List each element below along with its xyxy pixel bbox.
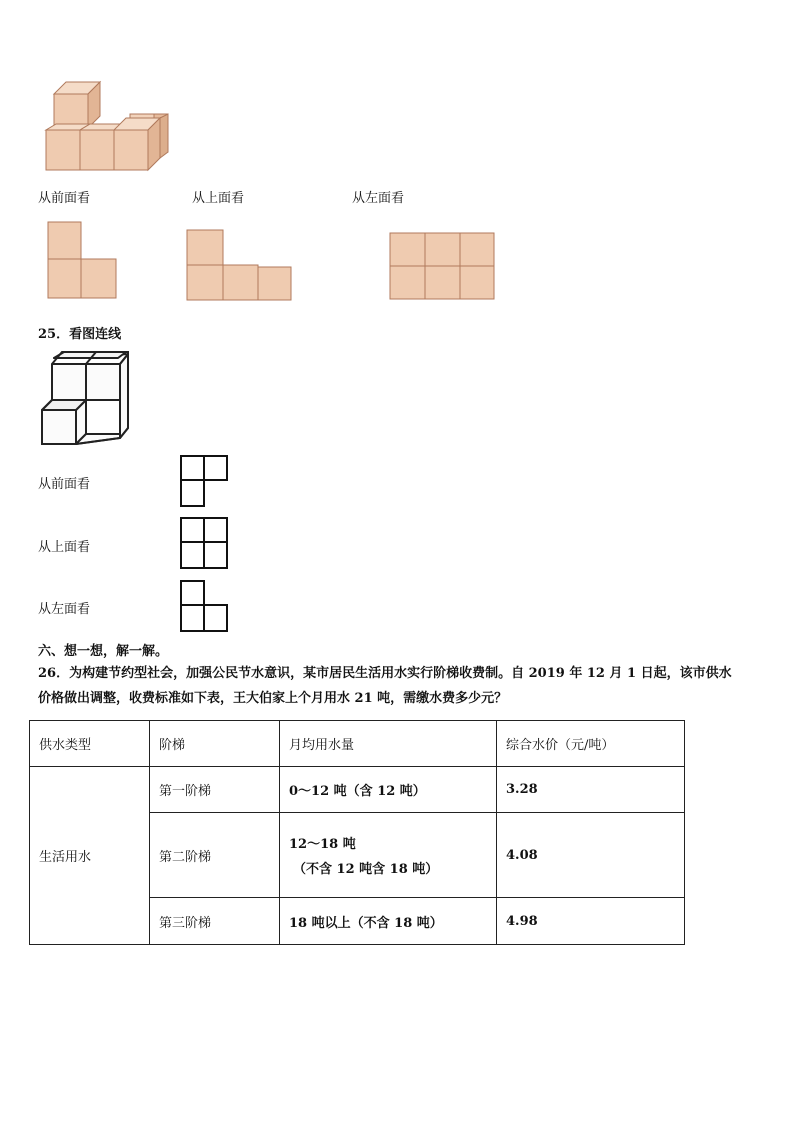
category-cell: 生活用水 [30,767,150,945]
range-line-2: （不含 12 吨含 18 吨） [293,862,439,877]
q25-top-view-label: 从上面看 [38,540,91,555]
q26-question-line-2: 价格做出调整，收费标准如下表，王大伯家上个月用水 21 吨，需缴水费多少元？ [38,691,508,706]
water-price-table [29,720,685,945]
q25-title: 25．看图连线 [38,327,122,342]
q25-shape-l-upper [179,454,231,509]
q24-front-view-figure [47,221,127,301]
table-header-row [30,721,685,767]
q25-shape-l-lower [179,579,231,634]
tier-cell: 第一阶梯 [150,767,280,813]
q24-top-view-figure [186,229,296,304]
price-cell: 4.98 [497,898,685,945]
q25-front-view-label: 从前面看 [38,477,91,492]
q24-front-view-label: 从前面看 [38,191,91,206]
q25-shape-square-2x2 [179,516,231,571]
q26-question-line-1: 26．为构建节约型社会，加强公民节水意识，某市居民生活用水实行阶梯收费制。自 2019 年 12 月 1 日起，该市供水 [38,666,732,681]
q24-left-view-figure [389,232,499,302]
section-6-heading: 六、想一想，解一解。 [38,644,169,659]
range-line-1: 12～18 吨 [289,837,356,852]
q24-3d-cube-figure [42,78,172,173]
q24-left-view-label: 从左面看 [352,191,405,206]
header-supply-type: 供水类型 [30,721,150,767]
header-tier: 阶梯 [150,721,280,767]
tier-cell: 第三阶梯 [150,898,280,945]
q24-top-view-label: 从上面看 [192,191,245,206]
range-cell [280,813,497,898]
range-cell: 18 吨以上（不含 18 吨） [280,898,497,945]
table-row [30,767,685,813]
price-cell: 3.28 [497,767,685,813]
tier-cell: 第二阶梯 [150,813,280,898]
q25-left-view-label: 从左面看 [38,602,91,617]
price-cell: 4.08 [497,813,685,898]
q26-question-text [38,661,758,711]
header-monthly-usage: 月均用水量 [280,721,497,767]
header-price: 综合水价（元/吨） [497,721,685,767]
q25-3d-block-figure [38,350,138,450]
range-cell: 0～12 吨（含 12 吨） [280,767,497,813]
